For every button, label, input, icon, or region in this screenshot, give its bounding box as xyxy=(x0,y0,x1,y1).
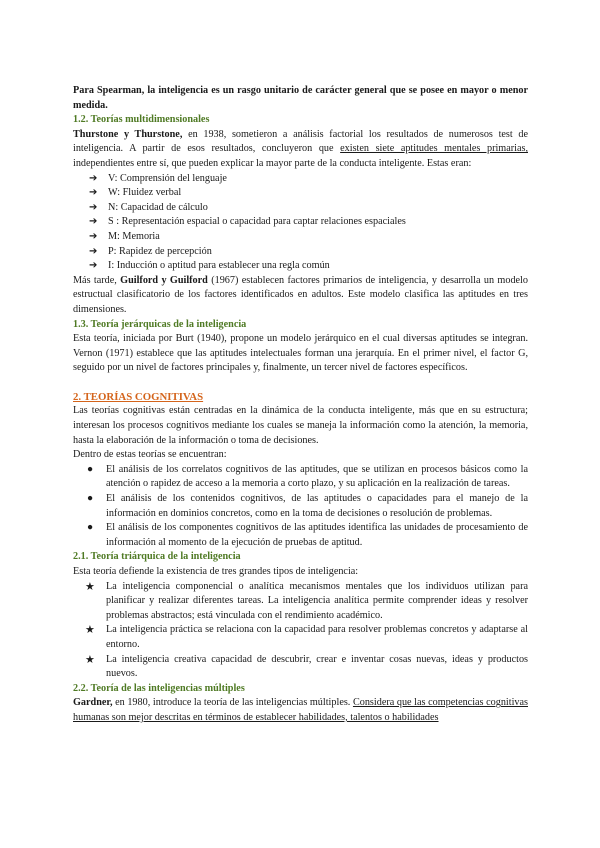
guilford-authors: Guilford y Guilford xyxy=(120,274,208,286)
guilford-text-b: (1967) establecen factores primarios de inteligencia, y desarrolla un modelo estructual clasificatorio de los factores identificados en adultos. Este modelo clasifica las aptitudes en tres dimensiones. xyxy=(73,274,528,315)
bullet-icon: ● xyxy=(87,493,94,505)
list-item xyxy=(73,653,528,682)
spearman-statement: Para Spearman, la inteligencia es un rasgo unitario de carácter general que se posee en mayor o menor medida. xyxy=(73,85,528,111)
gardner-underlined: Considera que las competencias cognitivas humanas son mejor descritas en términos de establecer habilidades, talentos o habilidades xyxy=(73,697,528,723)
arrow-icon: ➔ xyxy=(89,260,98,272)
item-text: La inteligencia práctica se relaciona con la capacidad para resolver problemas concretos y adaptarse al entorno. xyxy=(106,624,528,650)
star-icon: ★ xyxy=(85,580,95,593)
list-item xyxy=(73,215,528,230)
gardner-paragraph xyxy=(73,696,528,725)
bullet-icon: ● xyxy=(87,463,94,475)
item-text: El análisis de los correlatos cognitivos de las aptitudes, que se utilizan en procesos básicos como la atención o rapidez de acceso a la memoria a corto plazo, y su aplicación en la realización de tareas. xyxy=(106,463,528,490)
aptitude-text: P: Rapidez de percepción xyxy=(108,245,212,257)
list-item xyxy=(73,245,528,260)
arrow-icon: ➔ xyxy=(89,245,98,257)
guilford-text-a: Más tarde, xyxy=(73,274,121,286)
arrow-icon: ➔ xyxy=(89,187,98,199)
bullet-icon: ● xyxy=(87,522,94,534)
aptitude-text: S : Representación espacial o capacidad para captar relaciones espaciales xyxy=(108,216,406,228)
list-item xyxy=(73,492,528,521)
list-item xyxy=(73,623,528,652)
heading-2: 2. TEORÍAS COGNITIVAS xyxy=(73,390,204,403)
triarchic-paragraph: Esta teoría defiende la existencia de tres grandes tipos de inteligencia: xyxy=(73,566,359,577)
list-item xyxy=(73,463,528,492)
intelligence-types-list xyxy=(73,580,528,682)
star-icon: ★ xyxy=(85,653,95,666)
aptitude-text: M: Memoria xyxy=(108,230,160,242)
cognitive-within: Dentro de estas teorías se encuentran: xyxy=(73,449,227,461)
arrow-icon: ➔ xyxy=(89,201,98,213)
list-item xyxy=(73,186,528,201)
cognitive-list xyxy=(73,463,528,551)
heading-2-1: 2.1. Teoría triárquica de la inteligencia xyxy=(73,551,241,563)
list-item xyxy=(73,259,528,274)
thurstone-paragraph xyxy=(73,128,528,172)
gardner-text: en 1980, introduce la teoría de las inteligencias múltiples. xyxy=(112,697,353,709)
document-page xyxy=(73,84,528,726)
aptitude-text: W: Fluidez verbal xyxy=(108,187,182,199)
heading-1-2: 1.2. Teorías multidimensionales xyxy=(73,114,210,126)
thurstone-underlined: existen siete aptitudes mentales primarias, xyxy=(340,143,528,155)
heading-2-2: 2.2. Teoría de las inteligencias múltiples xyxy=(73,682,245,694)
thurstone-text-a: en 1938, sometieron a análisis factorial los resultados de numerosos test de inteligencia. A partir de esos resultados, concluyeron que xyxy=(73,128,529,155)
arrow-icon: ➔ xyxy=(89,216,98,228)
guilford-paragraph xyxy=(73,274,528,318)
aptitudes-list xyxy=(73,172,528,274)
item-text: El análisis de los componentes cognitivos de las aptitudes identifica las unidades de procesamiento de información al momento de la ejecución de pruebas de aptitud. xyxy=(106,522,528,548)
gardner-author: Gardner, xyxy=(73,697,113,709)
list-item xyxy=(73,230,528,245)
list-item xyxy=(73,172,528,187)
arrow-icon: ➔ xyxy=(89,230,98,242)
item-text: El análisis de los contenidos cognitivos, de las aptitudes o capacidades para el manejo de la información en dominios concretos, como en la toma de decisiones o resolución de problemas. xyxy=(106,493,528,519)
item-text: La inteligencia creativa capacidad de descubrir, crear e inventar cosas nuevas, ideas y productos nuevos. xyxy=(106,653,528,680)
heading-1-3: 1.3. Teoría jerárquicas de la inteligencia xyxy=(73,318,247,330)
hierarchical-paragraph: Esta teoría, iniciada por Burt (1940), propone un modelo jerárquico en el cual diversas aptitudes se integran. Vernon (1971) establece que las aptitudes intelectuales forman una jerarquía. En el primer nivel, el factor G, seguido por un nivel de factores principales y, finalmente, un tercer nivel de factores específicos. xyxy=(73,333,528,374)
star-icon: ★ xyxy=(85,624,95,637)
thurstone-authors: Thurstone y Thurstone, xyxy=(73,128,183,140)
aptitude-text: V: Comprensión del lenguaje xyxy=(108,172,227,184)
arrow-icon: ➔ xyxy=(89,172,98,184)
list-item xyxy=(73,521,528,550)
list-item xyxy=(73,580,528,624)
aptitude-text: I: Inducción o aptitud para establecer una regla común xyxy=(108,260,330,272)
aptitude-text: N: Capacidad de cálculo xyxy=(108,201,208,213)
item-text: La inteligencia componencial o analítica mecanismos mentales que los individuos utilizan para planificar y realizar diferentes tareas. La inteligencia analítica permite comprender ideas y resolver problemas abstractos; está vinculada con el rendimiento académico. xyxy=(106,580,528,621)
list-item xyxy=(73,201,528,216)
cognitive-paragraph: Las teorías cognitivas están centradas en la dinámica de la conducta inteligente, más que en su estructura; interesan los procesos cognitivos mediante los cuales se maneja la información como la atención, la memoria, hasta la elaboración de la información o toma de decisiones. xyxy=(73,405,528,446)
thurstone-text-b: independientes entre sí, que pueden explicar la mayor parte de la conducta inteligente. Estas eran: xyxy=(73,157,472,169)
